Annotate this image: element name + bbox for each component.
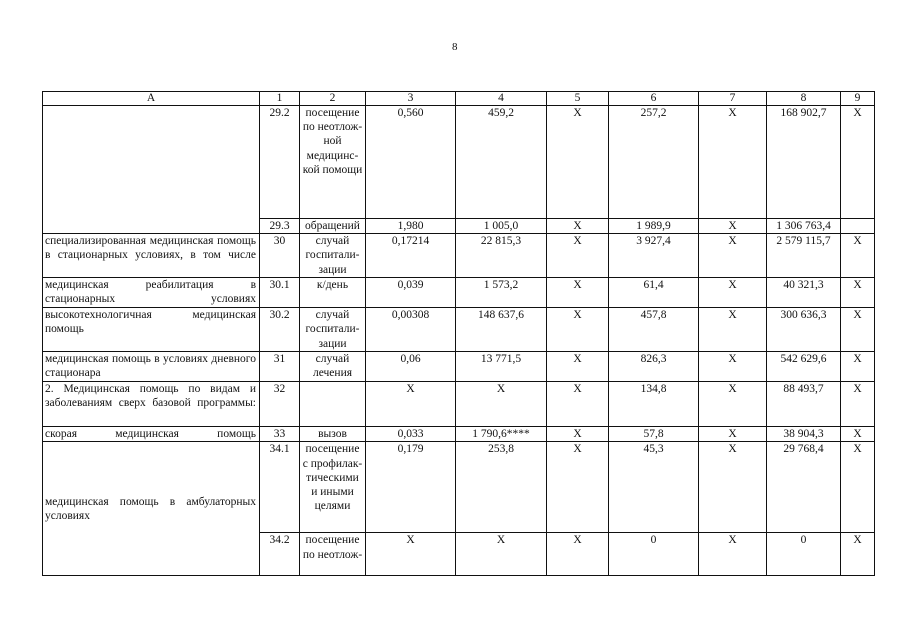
unit-cell: обращений	[300, 219, 366, 234]
value-cell: 0,033	[366, 427, 456, 442]
value-cell: 459,2	[456, 106, 547, 219]
value-cell: 38 904,3	[767, 427, 841, 442]
value-cell: X	[547, 352, 609, 382]
value-cell: 1 989,9	[609, 219, 699, 234]
value-cell	[841, 219, 875, 234]
data-table	[42, 91, 875, 576]
value-cell: X	[547, 442, 609, 533]
row-number-cell: 33	[260, 427, 300, 442]
row-label-cell: 2. Медицинская помощь по видам и заболеваниям сверх базовой программы:	[43, 382, 260, 427]
value-cell: X	[699, 533, 767, 576]
value-cell: X	[699, 382, 767, 427]
header-cell: 7	[699, 92, 767, 106]
unit-cell	[300, 382, 366, 427]
value-cell: X	[547, 308, 609, 352]
value-cell: 1 790,6****	[456, 427, 547, 442]
header-cell: 6	[609, 92, 699, 106]
unit-cell: посещение с профилак- тическими и иными целями	[300, 442, 366, 533]
value-cell: 134,8	[609, 382, 699, 427]
table-row	[43, 427, 875, 442]
table-row	[43, 352, 875, 382]
value-cell: X	[699, 106, 767, 219]
value-cell: X	[547, 278, 609, 308]
value-cell: X	[547, 106, 609, 219]
header-cell: 4	[456, 92, 547, 106]
value-cell: X	[841, 278, 875, 308]
row-number-cell: 29.3	[260, 219, 300, 234]
value-cell: 29 768,4	[767, 442, 841, 533]
value-cell: X	[699, 234, 767, 278]
value-cell: 0,560	[366, 106, 456, 219]
value-cell: 45,3	[609, 442, 699, 533]
row-number-cell: 31	[260, 352, 300, 382]
value-cell: X	[841, 308, 875, 352]
value-cell: 2 579 115,7	[767, 234, 841, 278]
row-label-cell	[43, 106, 260, 234]
value-cell: 1 005,0	[456, 219, 547, 234]
value-cell: X	[841, 533, 875, 576]
table-row	[43, 308, 875, 352]
value-cell: 1 573,2	[456, 278, 547, 308]
row-number-cell: 30.2	[260, 308, 300, 352]
header-cell: 9	[841, 92, 875, 106]
value-cell: 253,8	[456, 442, 547, 533]
row-number-cell: 34.1	[260, 442, 300, 533]
row-number-cell: 30.1	[260, 278, 300, 308]
value-cell: 57,8	[609, 427, 699, 442]
value-cell: 0,06	[366, 352, 456, 382]
unit-cell: посещение по неотлож- ной медицинс- кой помощи	[300, 106, 366, 219]
unit-cell: посещение по неотлож-	[300, 533, 366, 576]
header-cell: 8	[767, 92, 841, 106]
header-cell: 3	[366, 92, 456, 106]
value-cell: X	[456, 382, 547, 427]
value-cell: X	[547, 382, 609, 427]
header-cell: 1	[260, 92, 300, 106]
row-number-cell: 29.2	[260, 106, 300, 219]
unit-cell: вызов	[300, 427, 366, 442]
value-cell: X	[841, 106, 875, 219]
value-cell: 0,179	[366, 442, 456, 533]
table-row	[43, 106, 875, 219]
table-row	[43, 234, 875, 278]
value-cell: X	[547, 234, 609, 278]
value-cell: 826,3	[609, 352, 699, 382]
value-cell: X	[456, 533, 547, 576]
unit-cell: к/день	[300, 278, 366, 308]
value-cell: X	[547, 427, 609, 442]
header-cell: 2	[300, 92, 366, 106]
value-cell: 1,980	[366, 219, 456, 234]
unit-cell: случай лечения	[300, 352, 366, 382]
row-label-cell: медицинская помощь в условиях дневного стационара	[43, 352, 260, 382]
unit-cell: случай госпитали- зации	[300, 234, 366, 278]
value-cell: X	[841, 427, 875, 442]
value-cell: X	[699, 219, 767, 234]
value-cell: X	[699, 427, 767, 442]
row-number-cell: 30	[260, 234, 300, 278]
row-label-cell: медицинская реабилитация в стационарных условиях	[43, 278, 260, 308]
value-cell: X	[841, 234, 875, 278]
table-row	[43, 442, 875, 533]
value-cell: X	[841, 352, 875, 382]
row-number-cell: 32	[260, 382, 300, 427]
value-cell: 457,8	[609, 308, 699, 352]
row-label-cell: высокотехнологичная медицинская помощь	[43, 308, 260, 352]
value-cell: 1 306 763,4	[767, 219, 841, 234]
value-cell: 0,039	[366, 278, 456, 308]
row-label-cell: специализированная медицинская помощь в стационарных условиях, в том числе	[43, 234, 260, 278]
value-cell: 257,2	[609, 106, 699, 219]
value-cell: 148 637,6	[456, 308, 547, 352]
value-cell: X	[699, 308, 767, 352]
value-cell: 542 629,6	[767, 352, 841, 382]
value-cell: X	[841, 382, 875, 427]
value-cell: 61,4	[609, 278, 699, 308]
value-cell: 300 636,3	[767, 308, 841, 352]
value-cell: X	[699, 442, 767, 533]
value-cell: 0,00308	[366, 308, 456, 352]
value-cell: X	[366, 382, 456, 427]
table-row	[43, 278, 875, 308]
value-cell: X	[699, 352, 767, 382]
row-label-cell: скорая медицинская помощь	[43, 427, 260, 442]
value-cell: 88 493,7	[767, 382, 841, 427]
value-cell: 0	[609, 533, 699, 576]
value-cell: 0	[767, 533, 841, 576]
value-cell: X	[547, 219, 609, 234]
value-cell: 13 771,5	[456, 352, 547, 382]
unit-cell: случай госпитали- зации	[300, 308, 366, 352]
value-cell: 40 321,3	[767, 278, 841, 308]
value-cell: 22 815,3	[456, 234, 547, 278]
value-cell: X	[841, 442, 875, 533]
value-cell: 3 927,4	[609, 234, 699, 278]
value-cell: X	[699, 278, 767, 308]
header-cell: A	[43, 92, 260, 106]
header-row	[43, 92, 875, 106]
row-number-cell: 34.2	[260, 533, 300, 576]
header-cell: 5	[547, 92, 609, 106]
row-label-cell: медицинская помощь в амбулаторных условиях	[43, 442, 260, 576]
value-cell: X	[366, 533, 456, 576]
value-cell: 0,17214	[366, 234, 456, 278]
table-row	[43, 382, 875, 427]
value-cell: 168 902,7	[767, 106, 841, 219]
value-cell: X	[547, 533, 609, 576]
page-number: 8	[452, 41, 458, 53]
